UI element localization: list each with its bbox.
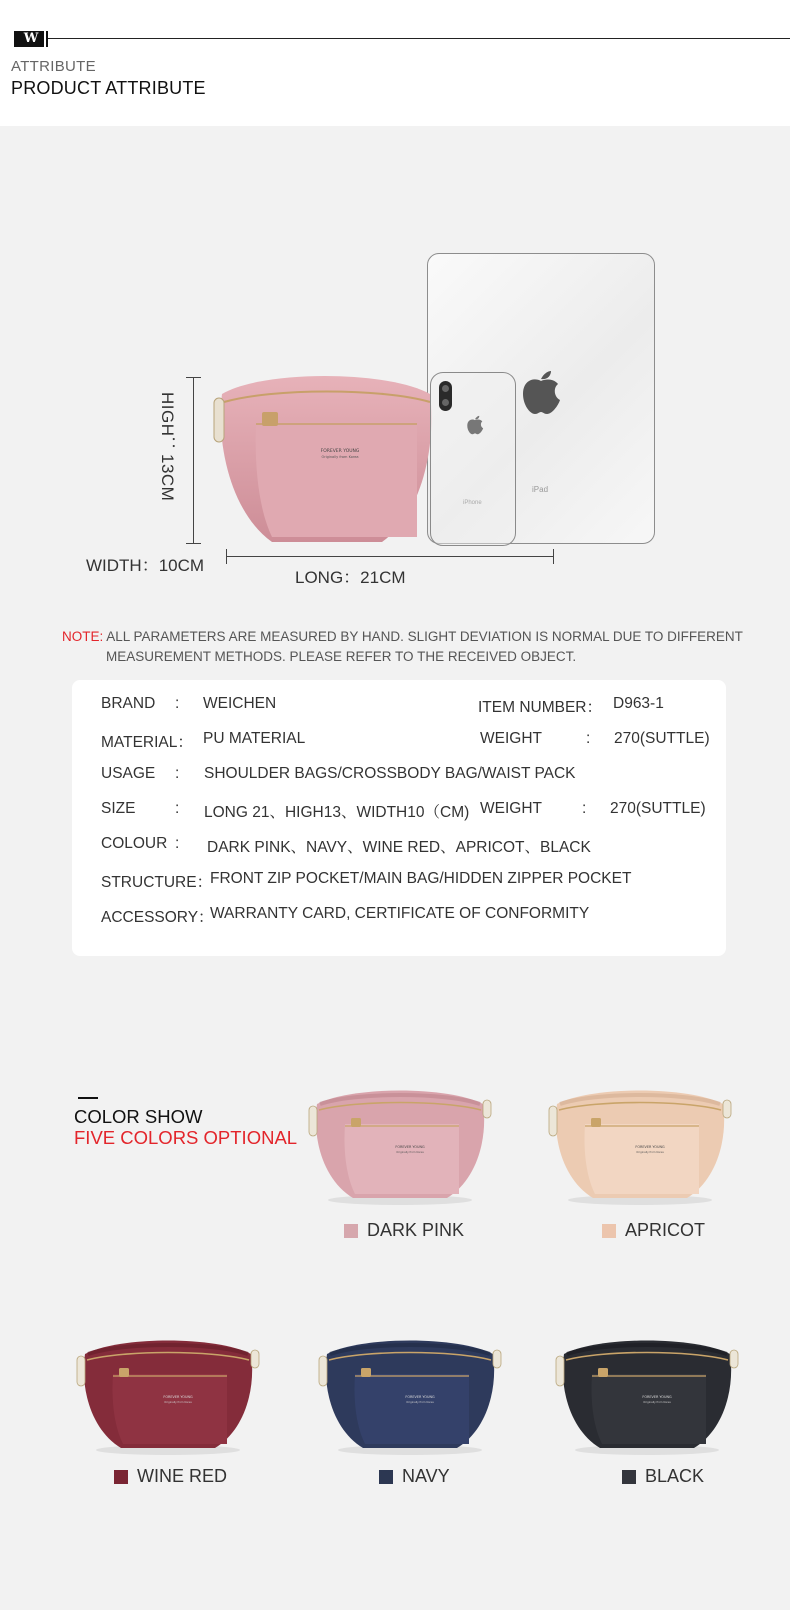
apple-logo-icon: [520, 365, 562, 415]
color-swatch: [114, 1470, 128, 1484]
strap-clip-left: [556, 1356, 564, 1386]
length-dimension-cap-right: [553, 549, 554, 564]
spec-value: SHOULDER BAGS/CROSSBODY BAG/WAIST PACK: [204, 765, 576, 782]
spec-label-2: ITEM NUMBER：: [478, 699, 603, 716]
bag-brand-print: FOREVER YOUNG: [320, 449, 360, 454]
brand-logo: W: [14, 31, 48, 47]
zipper-pull-icon: [598, 1368, 608, 1377]
spec-row-structure: [72, 870, 726, 890]
color-name: DARK PINK: [367, 1220, 465, 1240]
bag-front-pocket: [584, 1124, 699, 1194]
phone-apple-icon: [466, 413, 484, 435]
bag-front-pocket: [112, 1374, 227, 1444]
bag-brand-print: FOREVER YOUNG: [405, 1395, 435, 1399]
spec-row-accessory: [72, 905, 726, 925]
bag-tagline-print: Originally from Korea: [321, 455, 359, 459]
spec-label: SIZE: [101, 800, 136, 817]
spec-separator: :: [175, 695, 180, 712]
color-swatch: [602, 1224, 616, 1238]
bag-photo-wine-red: [75, 1338, 261, 1456]
section-title: PRODUCT ATTRIBUTE: [11, 78, 206, 98]
spec-separator: :: [175, 800, 180, 817]
note-text-2: MEASUREMENT METHODS. PLEASE REFER TO THE RECEIVED OBJECT.: [106, 649, 577, 664]
note-line-1: [62, 627, 752, 647]
bag-tagline-print: Originally from Korea: [636, 1151, 664, 1154]
spec-label: COLOUR: [101, 835, 168, 852]
zipper-pull-icon: [119, 1368, 129, 1377]
spec-row-size: [72, 800, 726, 820]
spec-value-2: D963-1: [613, 695, 664, 712]
spec-label: ACCESSORY：: [101, 909, 214, 926]
strap-clip-left: [309, 1106, 317, 1136]
bag-tagline-print: Originally from Korea: [406, 1401, 434, 1404]
bag-photo-navy: [317, 1338, 503, 1456]
bag-brand-print: FOREVER YOUNG: [642, 1395, 672, 1399]
bag-front-pocket: [354, 1374, 469, 1444]
strap-clip-left: [549, 1106, 557, 1136]
color-name: APRICOT: [625, 1220, 706, 1240]
spec-value: WARRANTY CARD, CERTIFICATE OF CONFORMITY: [210, 905, 590, 922]
spec-value-2: 270(SUTTLE): [610, 800, 706, 817]
spec-separator-2: :: [582, 800, 587, 817]
height-dimension-line: [193, 377, 194, 544]
color-swatch: [344, 1224, 358, 1238]
zipper-pull-icon: [591, 1118, 601, 1127]
bag-photo-dark-pink: [307, 1088, 493, 1206]
length-dimension-line: [226, 556, 554, 557]
spec-row-material: [72, 730, 726, 750]
note-key: NOTE:: [62, 629, 104, 644]
spec-separator: :: [175, 765, 180, 782]
section-subtitle: ATTRIBUTE: [11, 58, 96, 75]
measurement-note: [62, 627, 752, 667]
color-show-subtitle: FIVE COLORS OPTIONAL: [74, 1127, 298, 1148]
strap-clip-right: [723, 1100, 731, 1118]
phone-label: iPhone: [463, 500, 482, 506]
strap-clip-left: [319, 1356, 327, 1386]
length-label: LONG：21CM: [295, 568, 406, 587]
pink-bag-photo: [212, 372, 437, 547]
width-label: WIDTH：10CM: [86, 556, 205, 575]
attribute-header: [0, 0, 790, 126]
color-name: NAVY: [402, 1466, 450, 1486]
phone-camera: [439, 381, 452, 411]
spec-value: LONG 21、HIGH13、WIDTH10（CM): [204, 804, 470, 821]
strap-clip-right: [730, 1350, 738, 1368]
spec-separator-2: :: [586, 730, 591, 747]
spec-label: MATERIAL：: [101, 734, 193, 751]
spec-row-brand: [72, 695, 726, 715]
spec-label-2: WEIGHT: [480, 730, 542, 747]
length-dimension-cap-left: [226, 549, 227, 564]
spec-value-2: 270(SUTTLE): [614, 730, 710, 747]
spec-value: DARK PINK、NAVY、WINE RED、APRICOT、BLACK: [207, 839, 591, 856]
strap-clip-right: [251, 1350, 259, 1368]
phone-outline: [430, 372, 516, 546]
spec-label: BRAND: [101, 695, 156, 712]
bag-tagline-print: Originally from Korea: [643, 1401, 671, 1404]
bag-front-pocket: [344, 1124, 459, 1194]
spec-row-usage: [72, 765, 726, 785]
bottom-margin: [0, 1610, 790, 1619]
spec-label-2: WEIGHT: [480, 800, 542, 817]
color-name: WINE RED: [137, 1466, 227, 1486]
zipper-pull-icon: [361, 1368, 371, 1377]
logo-mark: [44, 31, 46, 47]
bag-tagline-print: Originally from Korea: [396, 1151, 424, 1154]
bag-photo-black: [554, 1338, 740, 1456]
height-label: HIGH：13CM: [158, 392, 177, 502]
color-swatch: [379, 1470, 393, 1484]
spec-value: FRONT ZIP POCKET/MAIN BAG/HIDDEN ZIPPER POCKET: [210, 870, 632, 887]
color-show-title: COLOR SHOW: [74, 1106, 203, 1127]
spec-separator: :: [175, 835, 180, 852]
strap-clip-right: [493, 1350, 501, 1368]
bag-photo-apricot: [547, 1088, 733, 1206]
color-name: BLACK: [645, 1466, 705, 1486]
height-dimension-cap-top: [186, 377, 201, 378]
spec-value: PU MATERIAL: [203, 730, 306, 747]
color-show-dash: [78, 1097, 98, 1099]
bag-brand-print: FOREVER YOUNG: [395, 1145, 425, 1149]
bag-front-pocket: [591, 1374, 706, 1444]
bag-brand-print: FOREVER YOUNG: [163, 1395, 193, 1399]
spec-value: WEICHEN: [203, 695, 277, 712]
note-text-1: ALL PARAMETERS ARE MEASURED BY HAND. SLIGHT DEVIATION IS NORMAL DUE TO DIFFERENT: [103, 629, 743, 644]
spec-label: USAGE: [101, 765, 156, 782]
strap-clip-left: [77, 1356, 85, 1386]
zipper-pull-icon: [351, 1118, 361, 1127]
strap-clip-right: [483, 1100, 491, 1118]
header-rule: [14, 38, 790, 39]
bag-tagline-print: Originally from Korea: [164, 1401, 192, 1404]
color-swatch: [622, 1470, 636, 1484]
spec-row-colour: [72, 835, 726, 855]
tablet-label: iPad: [532, 485, 549, 494]
height-dimension-cap-bottom: [186, 543, 201, 544]
spec-card: [72, 680, 726, 956]
bag-brand-print: FOREVER YOUNG: [635, 1145, 665, 1149]
spec-label: STRUCTURE：: [101, 874, 213, 891]
